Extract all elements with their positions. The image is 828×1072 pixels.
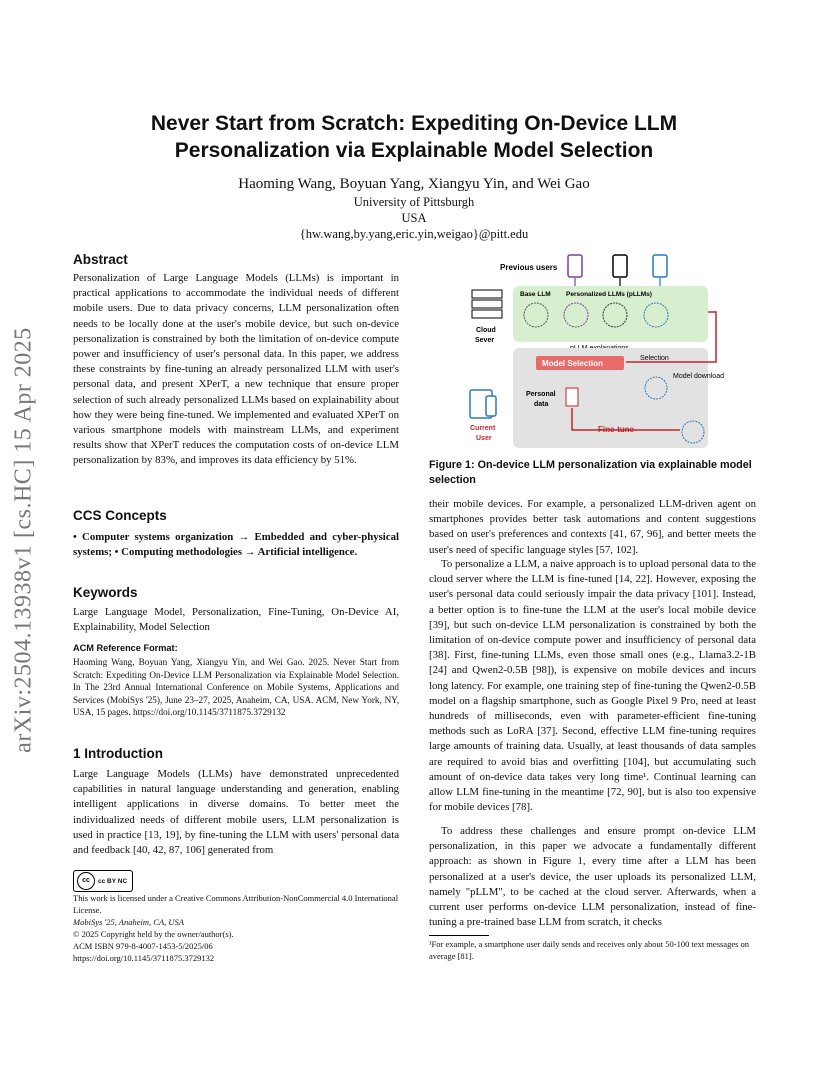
right-paragraph-1: their mobile devices. For example, a personalized LLM-driven agent on smartphones provides better task automations and content suggestions based on user's preferences and contexts [41, 67, 96], and better meets the user's need of specific language styles [57, 102]. [429,498,756,556]
intro-heading: 1 Introduction [73,746,163,761]
acm-ref-text: Haoming Wang, Boyuan Yang, Xiangyu Yin, and Wei Gao. 2025. Never Start from Scratch: Expediting On-Device LLM Personalization via Explainable Model Selection. In The 23rd Annual International Conference on Mobile Systems, Applications and Services (MobiSys '25), June 23–27, 2025, Anaheim, CA, USA. ACM, New York, NY, USA, 15 pages. https://doi.org/10.1145/3711875.3729132 [73,657,399,717]
ccs-heading: CCS Concepts [73,508,167,523]
server-icon [472,290,502,318]
phone-icon [568,255,582,277]
country: USA [401,211,427,225]
finetune-label: Fine-tune [598,425,634,434]
ccs-text: • Computer systems organization → Embedded and cyber-physical systems; • Computing methodologies → Artificial intelligence. [73,531,399,559]
license-line-5: https://doi.org/10.1145/3711875.3729132 [73,953,215,963]
license-line-2: MobiSys '25, Anaheim, CA, USA [73,917,184,927]
selection-label: Selection [640,355,669,362]
license-line-4: ACM ISBN 979-8-4007-1453-5/2025/06 [73,941,213,951]
license-line-3: © 2025 Copyright held by the owner/author(s). [73,929,234,939]
paper-title [60,110,768,164]
cloud-label: Cloud [476,327,496,334]
acm-ref-heading: ACM Reference Format: [73,643,178,653]
right-paragraph-2: To personalize a LLM, a naive approach is to upload personal data to the cloud server where the LLM is fine-tuned [14, 22]. However, exposing the user's personal data could seriously impair the data privacy [101]. Instead, a better option is to fine-tune the LLM at the user's local mobile device [39], but such on-device LLM personalization is constrained by both the limitation of on-device compute power and insufficiency of personal data [38]. First, fine-tuning LLMs, even those small ones (e.g., Llama3.2-1B [24] and Qwen2-0.5B [98]), is expensive on mobile devices and incurs long latency. For example, one training step of fine-tuning the Qwen2-0.5B model on a flagship smartphone, such as Google Pixel 9 Pro, need at least hundreds of milliseconds, even with parameter-efficient fine-tuning methods such as LoRA [37]. Second, effective LLM fine-tuning requires large amounts of training data. Usually, at least thousands of data samples are required to avoid bias and overfitting [104], but accumulating such amount of on-device data takes very long time¹. Continual learning can allow LLM fine-tuning in the meantime [72, 90], but is also too expensive for mobile devices [78]. [429,558,756,814]
current-label: Current [470,425,496,432]
figure-1-diagram [458,250,748,450]
cc-badge-text: cc BY NC [98,877,128,885]
previous-users-label: Previous users [500,263,558,272]
base-llm-label: Base LLM [520,291,551,298]
pllms-label: Personalized LLMs (pLLMs) [566,291,652,298]
abstract-heading: Abstract [73,252,128,267]
sever-label: Sever [475,337,495,344]
phone-icon [613,255,627,277]
personal-label: Personal [526,391,556,398]
keywords-heading: Keywords [73,585,138,600]
figure-1-caption: Figure 1: On-device LLM personalization via explainable model selection [429,459,752,486]
emails: {hw.wang,by.yang,eric.yin,weigao}@pitt.edu [299,227,529,241]
authors: Haoming Wang, Boyuan Yang, Xiangyu Yin, and Wei Gao [238,176,590,192]
cc-icon: cc [77,872,95,890]
keywords-text: Large Language Model, Personalization, Fine-Tuning, On-Device AI, Explainability, Model Selection [73,606,399,634]
affiliation: University of Pittsburgh [353,195,475,209]
user-label: User [476,435,492,442]
title-line-2: Personalization via Explainable Model Selection [174,139,654,162]
tablet-phone-icon [470,390,496,418]
arxiv-stamp [4,280,44,800]
intro-paragraph-left: Large Language Models (LLMs) have demonstrated unprecedented capabilities in natural language understanding and generation, enabling intelligent applications in diverse domains. To better meet the individualized needs of different mobile users, LLM personalization is used in practice [13, 19], by fine-tuning the LLM with users' personal data and feedback [40, 42, 87, 106] generated from [73,768,399,857]
abstract-text: Personalization of Large Language Models (LLMs) is important in practical applications to accommodate the individual needs of different mobile users. Due to data privacy concerns, LLM personalization often needs to be locally done at the user's mobile device, but such on-device personalization is constrained by both the limitation of on-device compute power and insufficiency of user's personal data. In this paper, we address these constraints by fine-tuning an already personalized LLM with user's personal data, and present XPerT, a new technique that ensure proper selection of such already personalized LLMs based on explainability about how they were being fine-tuned. We implemented and evaluated XPerT on various smartphone models with mainstream LLMs, and experiment results show that XPerT reduces the computation costs of on-device LLM personalization by 83%, and improves its data efficiency by 51%. [73,272,399,467]
title-line-1: Never Start from Scratch: Expediting On-Device LLM [150,112,678,135]
footnote-rule [429,935,489,936]
right-paragraph-3: To address these challenges and ensure prompt on-device LLM personalization, in this paper we advocate a fundamentally different approach: as shown in Figure 1, every time after a LLM has been personalized at a user's device, the user uploads its personalized LLM, namely "pLLM", to be cached at the cloud server. Afterwards, when a current user performs on-device LLM personalization, instead of fine-tuning a pre-trained base LLM from scratch, it checks [429,825,756,929]
footnote-1: ¹For example, a smartphone user daily sends and receives only about 50-100 text messages on average [81]. [429,939,750,961]
arxiv-id: arXiv:2504.13938v1 [cs.HC] 15 Apr 2025 [10,327,37,753]
phone-icon [653,255,667,277]
document-icon [566,388,578,406]
license-line-1: This work is licensed under a Creative Commons Attribution-NonCommercial 4.0 International License. [73,893,399,915]
model-selection-label: Model Selection [542,359,603,368]
cc-license-badge [73,870,133,892]
model-download-label: Model download [673,373,724,380]
data-label: data [534,401,549,408]
